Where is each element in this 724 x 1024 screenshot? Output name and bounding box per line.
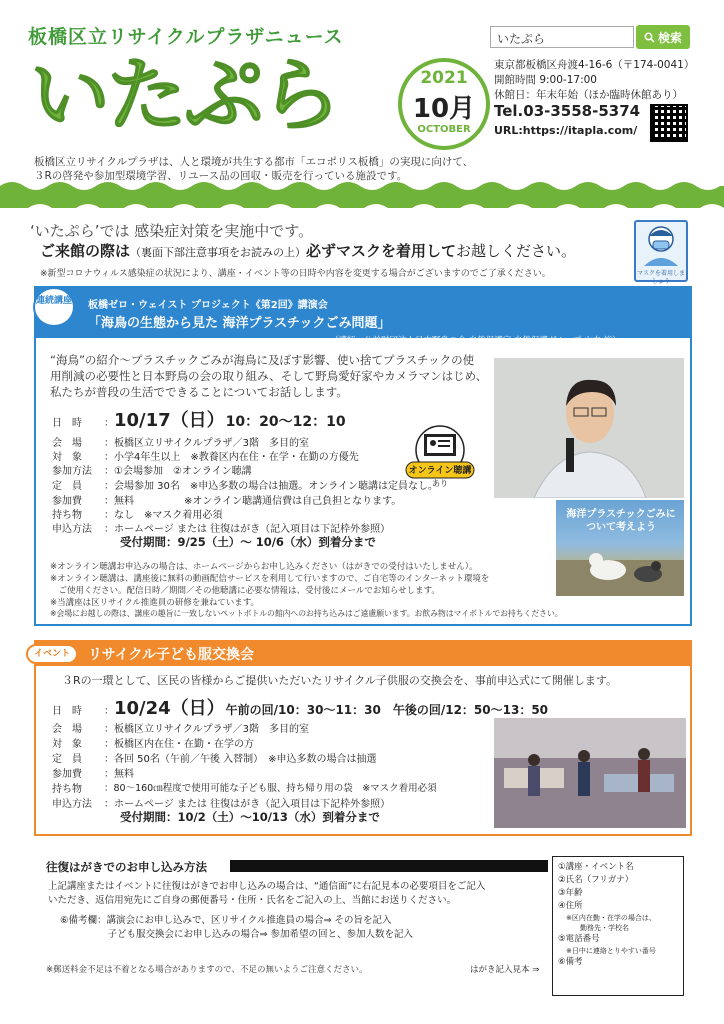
event-venue: ：板橋区立リサイクルプラザ／3階 多目的室 [104, 724, 309, 735]
event-fee-label: 参加費 [52, 769, 82, 780]
card-item-2: ②氏名（フリガナ） [558, 875, 634, 885]
mask-notice-c: 必ずマスクを着用して [306, 242, 457, 260]
mask-notice [40, 240, 576, 261]
online-viewing-badge [402, 420, 478, 490]
lecture-title: 「海鳥の生態から見た 海洋プラスチックごみ問題」 [88, 316, 391, 331]
issue-badge [398, 58, 490, 150]
apply-line-2: いただき、返信用宛先にご自身の郵便番号・住所・氏名をご記入の上、当館にお送りください。 [48, 895, 457, 906]
search-button[interactable] [636, 25, 690, 49]
apply-line-4: 子ども服交換会にお申し込みの場合⇒ 参加希望の回と、参加人数を記入 [60, 929, 413, 940]
event-deadline: 受付期間：10/2（土）～10/13（水）到着分まで [120, 810, 380, 824]
lecture-desc-2: 用削減の必要性と日本野鳥の会の取り組み、そして野鳥愛好家やカメラマンはじめ、 [50, 369, 488, 383]
lecture-target-label: 対 象 [52, 452, 82, 463]
lecture-note-3: ご使用ください。配信日時／期間／その他聴講に必要な情報は、受付後にメールでお知らせします。 [50, 586, 440, 596]
postcard-sample-label: はがき記入見本 ⇒ [470, 965, 540, 975]
intro-line-1: 板橋区立リサイクルプラザは、人と環境が共生する都市「エコポリス板橋」の実現に向けて、 [34, 156, 474, 168]
event-time: 午前の回/10：30～11：30 午後の回/12：50～13：50 [225, 703, 549, 717]
event-apply-label: 申込方法 [52, 799, 92, 810]
itapla-logo: いたぷら [30, 49, 338, 142]
lecture-lecturer: （講師：公益財団法人日本野鳥の会 自然保護室 自然保護グループ 山本 裕） [330, 336, 621, 346]
issue-month-en: OCTOBER [417, 124, 471, 135]
event-tag: イベント [26, 644, 78, 664]
postage-footnote: ※郵送料金不足は不着となる場合がありますので、不足の無いようご注意ください。 [46, 965, 368, 975]
card-item-3: ③年齢 [558, 888, 583, 898]
website-url[interactable]: URL:https://itapla.com/ [494, 124, 638, 137]
mask-person-icon [634, 220, 688, 285]
event-fee: ：無料 [104, 769, 134, 780]
issue-month: 10月 [412, 94, 476, 124]
closed-days: 休館日：年末年始（ほか臨時休館あり） [494, 89, 683, 101]
lecture-capacity: ：会場参加 30名 ※申込多数の場合は抽選。オンライン聴講は定員なし。 [104, 481, 438, 492]
lecture-desc-3: 私たちが普段の生活でできることについてお話しします。 [50, 385, 348, 399]
lecture-series-tag: 連続講座 [33, 287, 75, 327]
lecture-date: ：10/17（日） 10：20～12：10 [104, 410, 346, 431]
apply-title-bar [230, 860, 548, 872]
event-date-big: 10/24（日） [114, 698, 216, 719]
event-date: ：10/24（日） 午前の回/10：30～11：30 午後の回/12：50～13：50 [104, 698, 549, 719]
mask-notice-d: お越しください。 [456, 242, 577, 260]
green-wave-divider [0, 180, 724, 208]
event-desc: ３Rの一環として、区民の皆様からご提供いただいたリサイクル子供服の交換会を、事前申込式にて開催します。 [62, 674, 617, 687]
telephone: Tel.03-3558-5374 [494, 102, 641, 120]
lecture-note-2: ※オンライン聴講は、講座後に無料の動画配信サービスを利用して行いますので、ご自宅等のインターネット環境を [50, 574, 490, 584]
issue-year: 2021 [420, 68, 468, 88]
apply-line-1: 上記講座またはイベントに往復はがきでお申し込みの場合は、“通信面”に右記見本の必要項目をご記入 [48, 881, 486, 892]
event-capacity: ：各回 50名（午前／午後 入替制） ※申込多数の場合は抽選 [104, 754, 377, 765]
event-apply: ：ホームページ または 往復はがき（記入項目は下記枠外参照） [104, 799, 391, 810]
event-venue-label: 会 場 [52, 724, 82, 735]
lecture-fee: ：無料 ※オンライン聴講通信費は自己負担となります。 [104, 496, 402, 507]
card-item-4-note: ※区内在勤・在学の場合は、 [566, 914, 656, 922]
lecture-target: ：小学4年生以上 ※教養区内在住・在学・在勤の方優先 [104, 452, 359, 463]
lecture-venue-label: 会 場 [52, 438, 82, 449]
lecture-method: ：①会場参加 ②オンライン聴講 [104, 466, 252, 477]
newsletter-subtitle: 板橋区立リサイクルプラザニュース [28, 26, 344, 48]
lecture-apply-label: 申込方法 [52, 524, 92, 535]
lecture-note-1: ※オンライン聴講お申込みの場合は、ホームページからお申し込みください（はがきでの受付はいたしません）。 [50, 562, 478, 572]
event-target-label: 対 象 [52, 739, 82, 750]
apply-method-title: 往復はがきでのお申し込み方法 [46, 860, 207, 874]
seabird-photo [556, 500, 684, 596]
seabird-photo-caption: 海洋プラスチックごみについて考えよう [566, 509, 676, 533]
lecture-date-big: 10/17（日） [114, 410, 216, 431]
lecture-apply: ：ホームページ または 往復はがき（記入項目は下記枠外参照） [104, 524, 391, 535]
lecture-capacity-label: 定 員 [52, 481, 82, 492]
postcard-sample [552, 856, 684, 996]
lecture-desc-1: “海鳥”の紹介～プラスチックごみが海鳥に及ぼす影響、使い捨てプラスチックの使 [50, 353, 475, 367]
search-input[interactable]: いたぷら [490, 26, 634, 48]
clothes-exchange-photo [494, 718, 686, 828]
lecture-belongings: ：なし ※マスク着用必須 [104, 510, 223, 521]
qr-code-icon [650, 104, 688, 142]
lecture-time: 10：20～12：10 [225, 414, 346, 430]
event-target: ：板橋区内在住・在勤・在学の方 [104, 739, 254, 750]
card-item-4-note-2: 勤務先・学校名 [580, 924, 629, 932]
card-item-6: ⑥備考 [558, 957, 583, 967]
address: 東京都板橋区舟渡4-16-6（〒174-0041） [494, 59, 695, 71]
lecture-fee-label: 参加費 [52, 496, 82, 507]
opening-hours: 開館時間 9:00-17:00 [494, 74, 597, 86]
lecture-note-4: ※当講座は区リサイクル推進員の研修を兼ねています。 [50, 598, 260, 608]
card-item-4: ④住所 [558, 901, 583, 911]
mask-caption: マスクを着用しましょう [636, 270, 685, 285]
search-button-label: 検索 [657, 30, 682, 45]
event-belongings: ：80～160㎝程度で使用可能な子ども服、持ち帰り用の袋 ※マスク着用必須 [104, 783, 437, 794]
event-date-label: 日 時 [52, 706, 82, 717]
apply-line-3: ⑥備考欄：講演会にお申し込みで、区リサイクル推進員の場合⇒ その旨を記入 [60, 915, 392, 926]
lecture-method-label: 参加方法 [52, 466, 92, 477]
event-capacity-label: 定 員 [52, 754, 82, 765]
card-item-5-note: ※日中に連絡とりやすい番号 [566, 947, 656, 955]
lecture-venue: ：板橋区立リサイクルプラザ／3階 多目的室 [104, 438, 309, 449]
online-badge-label: オンライン聴講 [408, 466, 472, 476]
mask-notice-a: ご来館の際は [40, 242, 131, 260]
card-item-5: ⑤電話番号 [558, 934, 600, 944]
online-badge-sub: あり [432, 479, 448, 488]
lecture-note-5: ※会場にお越しの際は、講座の趣旨に一致しないペットボトルの館内へのお持ち込みはご遠慮願います。お飲み物はマイボトルでお持ちください。 [50, 609, 563, 618]
card-item-1: ①講座・イベント名 [558, 862, 634, 872]
lecturer-photo [494, 358, 684, 498]
event-title: リサイクル子ども服交換会 [88, 647, 255, 663]
mask-notice-b: （裏面下部注意事項をお読みの上） [130, 246, 307, 259]
intro-line-2: ３Rの啓発や参加型環境学習、リユース品の回収・販売を行っている施設です。 [34, 170, 408, 182]
lecture-subtitle: 板橋ゼロ・ウェイスト プロジェクト《第2回》講演会 [88, 300, 328, 311]
lecture-date-label: 日 時 [52, 418, 82, 429]
covid-disclaimer: ※新型コロナウィルス感染症の状況により、講座・イベント等の日時や内容を変更する場合がございますのでご了承ください。 [40, 269, 551, 279]
lecture-deadline: 受付期間：9/25（土）～ 10/6（水）到着分まで [120, 535, 376, 549]
event-belongings-label: 持ち物 [52, 784, 82, 795]
infection-notice: ‘いたぷら’では 感染症対策を実施中です。 [30, 222, 314, 240]
search-icon [644, 32, 655, 43]
lecture-belongings-label: 持ち物 [52, 510, 82, 521]
